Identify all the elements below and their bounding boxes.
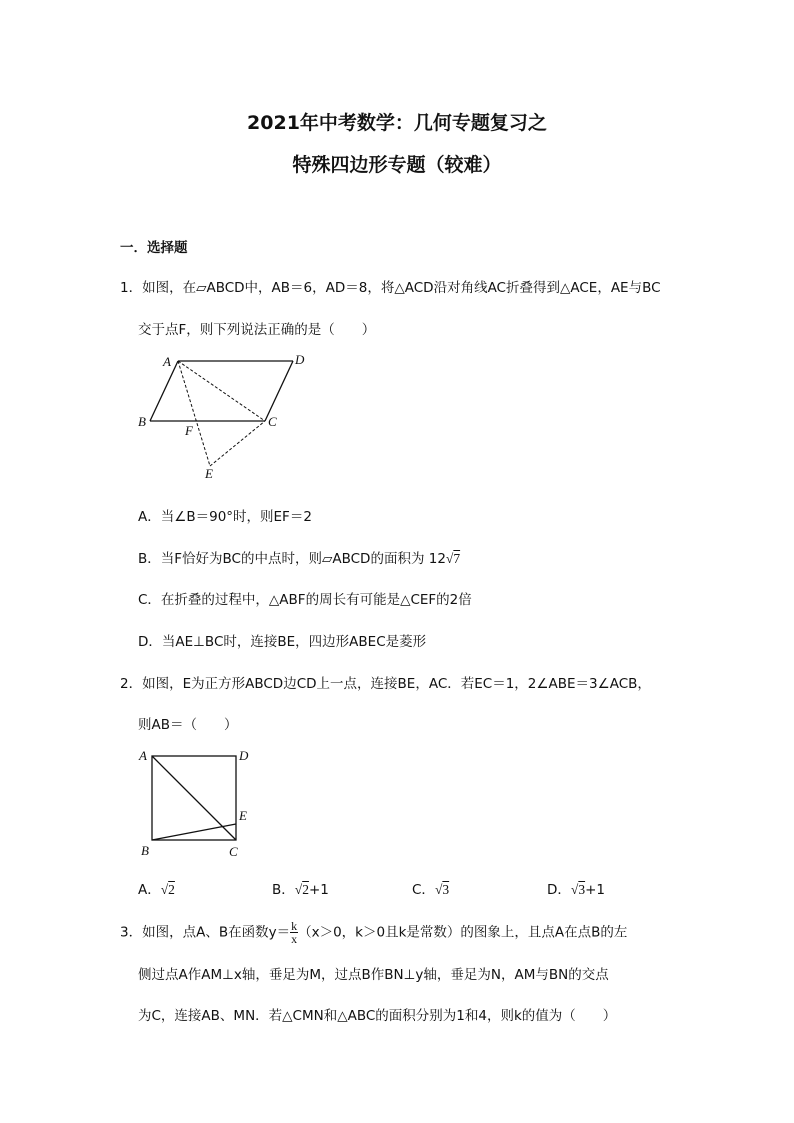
diagonal-AC	[178, 361, 265, 421]
q2-number: 2．	[120, 676, 143, 692]
q2-option-c-radicand: 3	[442, 882, 450, 897]
sqrt-symbol: √	[570, 882, 579, 897]
q2-stem-line-1	[120, 672, 651, 692]
sqrt-symbol: √	[294, 882, 303, 897]
q2-option-b-radicand: 2	[302, 882, 309, 897]
segment-DC	[265, 361, 293, 421]
q3-stem-line-2: 侧过点A作AM⊥x轴，垂足为M，过点B作BN⊥y轴，垂足为N，AM与BN的交点	[138, 967, 609, 983]
label-B: B	[138, 414, 146, 429]
q1-option-b-radicand: 7	[453, 551, 461, 566]
label-E: E	[205, 466, 213, 481]
q2-option-d	[547, 878, 605, 898]
q1-stem-line-1	[120, 276, 661, 296]
q2-option-c-label: C．	[412, 882, 435, 898]
label-C: C	[268, 414, 277, 429]
q2-option-a	[138, 878, 175, 898]
q2-stem-line-2: 则AB＝（ ）	[138, 717, 238, 733]
sqrt-symbol: √	[445, 551, 454, 566]
label-C: C	[229, 844, 238, 859]
q3-text-1b: （x＞0，k＞0且k是常数）的图象上，且点A在点B的左	[298, 924, 628, 941]
label-A: A	[163, 354, 171, 369]
label-F: F	[185, 423, 193, 438]
q3-number: 3．	[120, 924, 143, 941]
q2-square-figure	[135, 742, 255, 862]
q3-stem-line-3: 为C，连接AB、MN．若△CMN和△ABC的面积分别为1和4，则k的值为（ ）	[138, 1008, 617, 1024]
fraction-numerator: k	[291, 919, 298, 933]
sqrt-symbol: √	[160, 882, 169, 897]
q2-option-a-label: A．	[138, 882, 161, 898]
label-D: D	[239, 748, 249, 763]
segment-AE	[178, 361, 210, 466]
segment-EC	[210, 421, 265, 466]
q1-text-1: 如图，在▱ABCD中，AB＝6，AD＝8，将△ACD沿对角线AC折叠得到△ACE，AE与BC	[142, 280, 661, 296]
title-line-2: 特殊四边形专题（较难）	[292, 154, 502, 176]
q2-option-a-radicand: 2	[168, 882, 175, 897]
label-E: E	[239, 808, 247, 823]
q2-option-c	[412, 878, 449, 898]
label-A: A	[139, 748, 147, 763]
fraction-denominator: x	[291, 932, 298, 946]
q1-option-b	[138, 547, 460, 567]
q1-parallelogram-figure	[130, 346, 315, 486]
q3-text-1a: 如图，点A、B在函数y＝	[142, 924, 291, 941]
q2-option-b-plus-one: +1	[308, 882, 329, 898]
q2-option-b	[272, 878, 329, 898]
title-line-1: 2021年中考数学：几何专题复习之	[247, 112, 547, 134]
q1-option-d: D．当AE⊥BC时，连接BE，四边形ABEC是菱形	[138, 634, 427, 650]
q1-stem-line-2: 交于点F，则下列说法正确的是（ ）	[138, 322, 376, 338]
q2-option-d-radicand: 3	[578, 882, 586, 897]
label-B: B	[141, 843, 149, 858]
q3-stem-line-1	[120, 920, 627, 945]
q1-option-a: A．当∠B＝90°时，则EF＝2	[138, 509, 312, 525]
q1-option-c: C．在折叠的过程中，△ABF的周长有可能是△CEF的2倍	[138, 592, 472, 608]
q2-option-d-plus-one: +1	[585, 882, 605, 898]
q1-option-b-text: B．当F恰好为BC的中点时，则▱ABCD的面积为 12	[138, 551, 446, 567]
segment-BE	[152, 824, 236, 840]
q1-number: 1．	[120, 280, 143, 296]
diagonal-AC	[152, 756, 236, 840]
q2-option-b-label: B．	[272, 882, 295, 898]
fraction-k-over-x	[290, 920, 298, 945]
section-heading: 一．选择题	[120, 240, 188, 256]
q2-text-1: 如图，E为正方形ABCD边CD上一点，连接BE，AC．若EC＝1，2∠ABE＝3∠ACB，	[142, 676, 651, 692]
segment-BA	[150, 361, 178, 421]
sqrt-symbol: √	[434, 882, 443, 897]
q2-option-d-label: D．	[547, 882, 571, 898]
label-D: D	[295, 352, 305, 367]
